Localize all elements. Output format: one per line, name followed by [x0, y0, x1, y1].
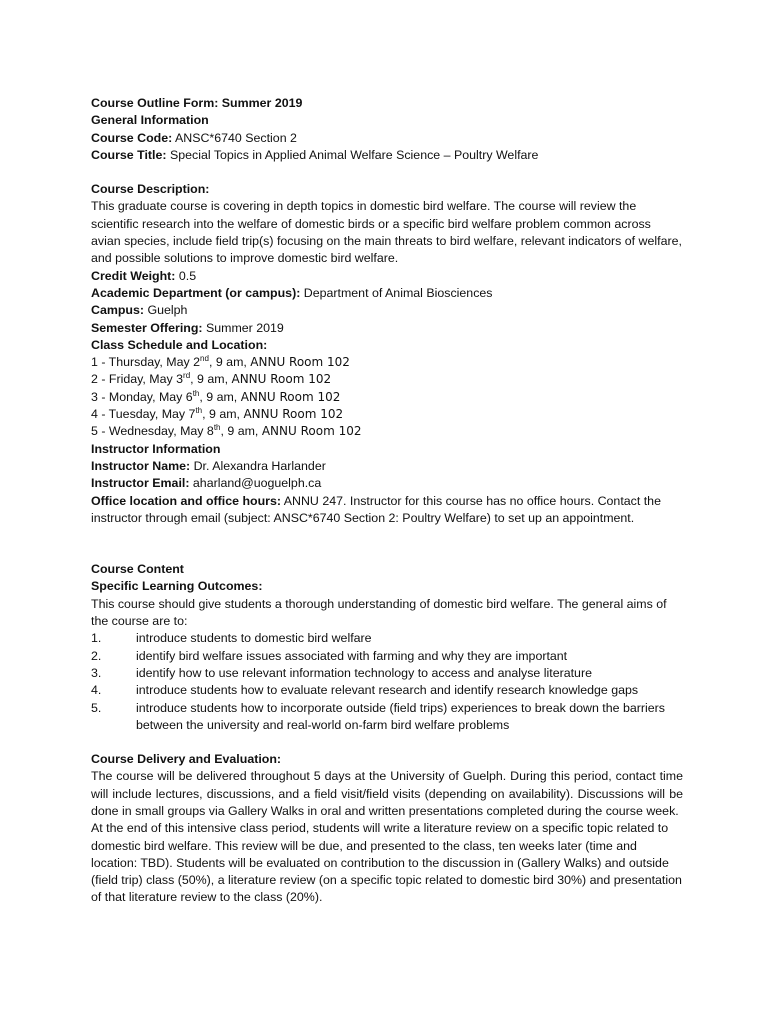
course-code-label: Course Code:: [91, 130, 173, 145]
delivery-paragraph: The course will be delivered throughout 5 days at the University of Guelph. During this period, contact time will include lectures, discussions, and a field visit/field visits (depending on availability). Discussions will be done in small groups via Gallery Walks in oral and written presentations completed during the course week.: [91, 769, 683, 818]
aim-number: 1.: [91, 631, 102, 646]
delivery-heading: Course Delivery and Evaluation:: [91, 752, 282, 767]
schedule-item: [91, 406, 683, 423]
campus-line: [91, 302, 683, 319]
schedule-room: ANNU Room 102: [231, 372, 332, 387]
instructor-email-label: Instructor Email:: [91, 476, 190, 491]
course-title-value: Special Topics in Applied Animal Welfare Science – Poultry Welfare: [166, 147, 539, 162]
semester-label: Semester Offering:: [91, 320, 203, 335]
schedule-time: , 9 am,: [190, 372, 232, 387]
credit-weight-value: 0.5: [175, 268, 197, 283]
aim-text: introduce students how to evaluate relevant research and identify research knowledge gaps: [136, 683, 639, 698]
list-item: [91, 665, 683, 682]
schedule-list: [91, 354, 683, 440]
schedule-day: 4 - Tuesday, May 7: [91, 407, 196, 422]
schedule-day-suffix: rd: [183, 371, 191, 381]
aim-number: 2.: [91, 648, 102, 663]
aim-text: identify how to use relevant information technology to access and analyse literature: [136, 665, 592, 680]
aim-number: 3.: [91, 665, 102, 680]
semester-line: [91, 320, 683, 337]
list-item: [91, 648, 683, 665]
course-code-value: ANSC*6740 Section 2: [172, 130, 297, 145]
schedule-item: [91, 389, 683, 406]
schedule-time: , 9 am,: [199, 389, 241, 404]
schedule-day: 5 - Wednesday, May 8: [91, 424, 214, 439]
list-item: [91, 682, 683, 699]
office-label: Office location and office hours:: [91, 493, 282, 508]
general-info-heading: General Information: [91, 113, 209, 128]
evaluation-paragraph: At the end of this intensive class period, students will write a literature review on a specific topic related to domestic bird welfare. This review will be due, and presented to the class, ten weeks later (time and location: TBD). Students will be evaluated on contribution to the discussion in (Gallery Walks) and outside (field trip) class (50%), a literature review (on a specific topic related to domestic bird 30%) and presentation of that literature review to the class (20%).: [91, 821, 682, 905]
course-code-line: [91, 130, 683, 147]
course-title-line: [91, 147, 683, 164]
schedule-time: , 9 am,: [220, 424, 262, 439]
aim-text: introduce students how to incorporate outside (field trips) experiences to break down the barriers between the university and real-world on-farm bird welfare problems: [136, 700, 665, 732]
schedule-time: , 9 am,: [202, 407, 244, 422]
learning-outcomes-heading: Specific Learning Outcomes:: [91, 579, 263, 594]
aims-list: [91, 630, 683, 734]
instructor-name-value: Dr. Alexandra Harlander: [190, 458, 326, 473]
schedule-item: [91, 371, 683, 388]
aim-number: 4.: [91, 683, 102, 698]
aim-text: identify bird welfare issues associated with farming and why they are important: [136, 648, 568, 663]
schedule-day: 2 - Friday, May 3: [91, 372, 184, 387]
schedule-day-suffix: nd: [200, 354, 209, 364]
instructor-email-value: aharland@uoguelph.ca: [189, 476, 322, 491]
schedule-day: 3 - Monday, May 6: [91, 389, 193, 404]
credit-weight-label: Credit Weight:: [91, 268, 176, 283]
schedule-day: 1 - Thursday, May 2: [91, 355, 201, 370]
course-title-label: Course Title:: [91, 147, 167, 162]
schedule-day-suffix: th: [195, 405, 203, 415]
learning-outcomes-intro: This course should give students a thorough understanding of domestic bird welfare. The general aims of the course are to:: [91, 596, 667, 629]
schedule-room: ANNU Room 102: [261, 424, 362, 439]
schedule-day-suffix: th: [213, 423, 221, 433]
schedule-time: , 9 am,: [208, 355, 251, 370]
department-line: [91, 285, 683, 302]
schedule-day-suffix: th: [192, 388, 200, 398]
aim-text: introduce students to domestic bird welfare: [136, 631, 372, 646]
aim-number: 5.: [91, 700, 102, 715]
schedule-room: ANNU Room 102: [243, 407, 344, 422]
list-item: [91, 700, 683, 735]
schedule-item: [91, 354, 683, 371]
instructor-name-line: [91, 458, 683, 475]
credit-weight-line: [91, 268, 683, 285]
campus-label: Campus:: [91, 303, 145, 318]
instructor-email-line: [91, 475, 683, 492]
form-title: Course Outline Form: Summer 2019: [91, 96, 303, 110]
instructor-heading: Instructor Information: [91, 441, 221, 456]
semester-value: Summer 2019: [202, 320, 284, 335]
campus-value: Guelph: [144, 303, 188, 318]
department-value: Department of Animal Biosciences: [300, 285, 493, 300]
schedule-heading: Class Schedule and Location:: [91, 337, 268, 352]
instructor-name-label: Instructor Name:: [91, 458, 191, 473]
department-label: Academic Department (or campus):: [91, 285, 301, 300]
course-content-heading: Course Content: [91, 562, 184, 577]
schedule-room: ANNU Room 102: [250, 355, 350, 370]
office-line: [91, 493, 683, 528]
description-heading: Course Description:: [91, 182, 210, 197]
list-item: [91, 630, 683, 647]
description-text: This graduate course is covering in depth topics in domestic bird welfare. The course will review the scientific research into the welfare of domestic birds or a specific bird welfare problem common across avian species, include field trip(s) focusing on the main threats to bird welfare, relevant indicators of welfare, and possible solutions to improve domestic bird welfare.: [91, 199, 682, 266]
schedule-room: ANNU Room 102: [240, 389, 341, 404]
schedule-item: [91, 423, 683, 440]
office-value: ANNU 247. Instructor for this course has no office hours. Contact the instructor through email (subject: ANSC*6740 Section 2: Poultry Welfare) to set up an appointment.: [91, 493, 661, 525]
course-outline-document: [91, 95, 683, 907]
